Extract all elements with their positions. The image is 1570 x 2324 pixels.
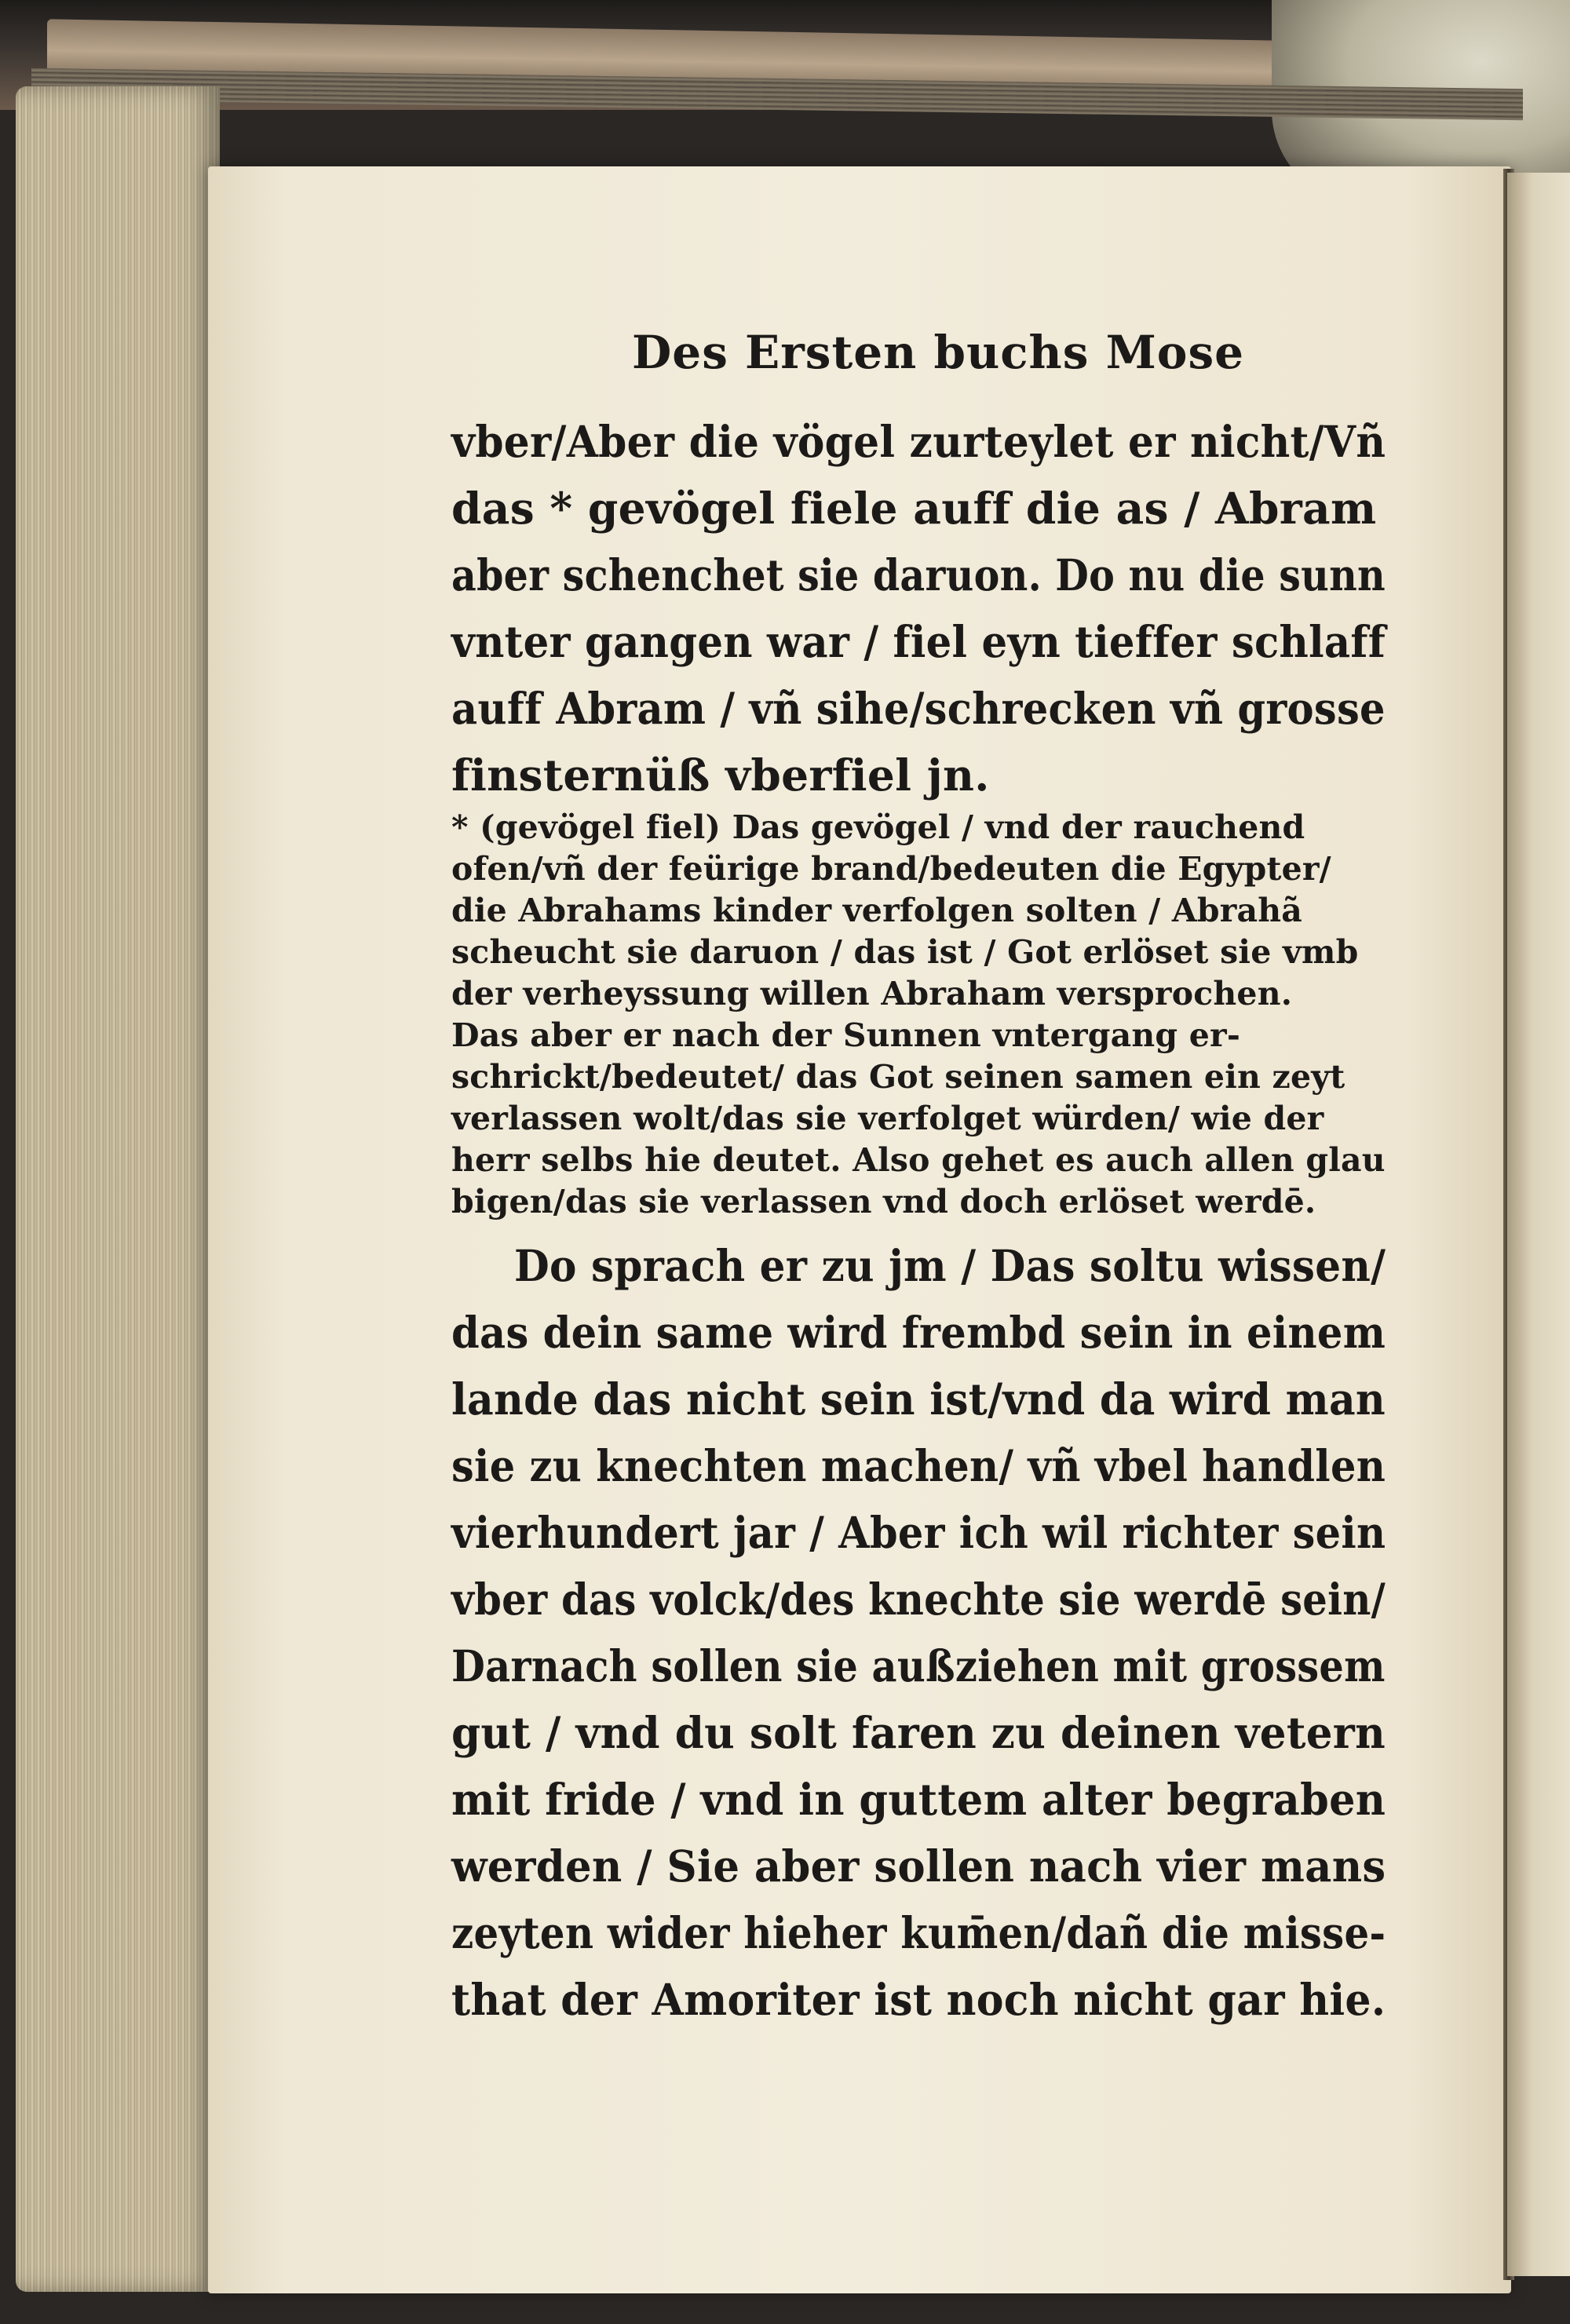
gloss-line: scheucht sie daruon / das ist / Got erlöset sie vmb bbox=[451, 933, 1359, 971]
gloss-line: Das aber er nach der Sunnen vntergang er- bbox=[451, 1016, 1241, 1054]
gloss-line: verlassen wolt/das sie verfolget würden/ wie der bbox=[451, 1100, 1324, 1137]
page-edges-left bbox=[16, 86, 220, 2292]
text-line: das dein same wird frembd sein in einem bbox=[451, 1307, 1386, 1358]
text-line: vber das volck/des knechte sie werdē sein/ bbox=[451, 1574, 1386, 1625]
gloss-line: * (gevögel fiel) Das gevögel / vnd der rauchend bbox=[451, 808, 1305, 846]
text-line: Do sprach er zu jm / Das soltu wissen/ bbox=[514, 1240, 1386, 1291]
text-line: vber/Aber die vögel zurteylet er nicht/Vñ bbox=[451, 416, 1386, 467]
gloss-line: die Abrahams kinder verfolgen solten / Abrahã bbox=[451, 892, 1303, 929]
text-line: finsternüß vberfiel jn. bbox=[451, 750, 990, 801]
text-line: das * gevögel fiele auff die as / Abram bbox=[451, 483, 1377, 534]
running-head: Des Ersten buchs Mose bbox=[632, 326, 1245, 379]
gloss-line: schrickt/bedeutet/ das Got seinen samen ein zeyt bbox=[451, 1058, 1345, 1096]
gloss-line: herr selbs hie deutet. Also gehet es auch allen glau bbox=[451, 1141, 1386, 1179]
text-line: zeyten wider hieher kum̄en/dañ die misse- bbox=[451, 1907, 1386, 1958]
text-line: vnter gangen war / fiel eyn tieffer schlaff bbox=[451, 616, 1386, 667]
text-line: Darnach sollen sie außziehen mit grossem bbox=[451, 1640, 1386, 1691]
text-line: auff Abram / vñ sihe/schrecken vñ grosse bbox=[451, 683, 1386, 734]
text-line: mit fride / vnd in guttem alter begraben bbox=[451, 1774, 1386, 1825]
text-line: sie zu knechten machen/ vñ vbel handlen bbox=[451, 1440, 1386, 1491]
gloss-line: der verheyssung willen Abraham versprochen. bbox=[451, 975, 1293, 1012]
text-line: werden / Sie aber sollen nach vier mans bbox=[451, 1841, 1386, 1892]
gloss-line: ofen/vñ der feürige brand/bedeuten die Egypter/ bbox=[451, 850, 1331, 888]
text-line: vierhundert jar / Aber ich wil richter sein bbox=[451, 1507, 1386, 1558]
text-line: gut / vnd du solt faren zu deinen vetern bbox=[451, 1707, 1386, 1758]
facing-page-edge bbox=[1507, 173, 1570, 2276]
gloss-line: bigen/das sie verlassen vnd doch erlöset werdē. bbox=[451, 1183, 1316, 1220]
text-line: lande das nicht sein ist/vnd da wird man bbox=[451, 1374, 1386, 1425]
text-line: aber schenchet sie daruon. Do nu die sunn bbox=[451, 549, 1386, 600]
text-line: that der Amoriter ist noch nicht gar hie. bbox=[451, 1974, 1386, 2025]
